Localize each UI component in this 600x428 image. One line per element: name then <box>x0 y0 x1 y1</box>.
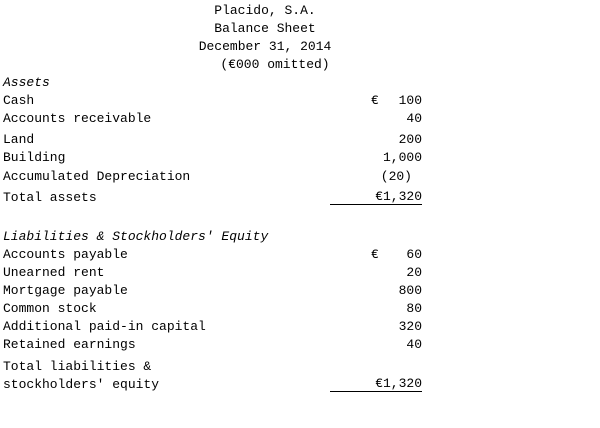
units-note: (€000 omitted) <box>220 57 330 72</box>
equity-label-retained: Retained earnings <box>3 337 136 352</box>
equity-amount-apic: 320 <box>398 319 422 334</box>
asset-amount-receivable: 40 <box>406 111 422 126</box>
equity-amount-common-stock: 80 <box>406 301 422 316</box>
statement-date: December 31, 2014 <box>198 39 332 54</box>
statement-title: Balance Sheet <box>214 21 316 36</box>
asset-amount-land: 200 <box>398 132 422 147</box>
liability-amount-unearned-rent: 20 <box>406 265 422 280</box>
total-liabilities-amount: €1,320 <box>330 376 422 392</box>
asset-currency-cash: € <box>371 93 379 108</box>
liability-amount-payable: 60 <box>406 247 422 262</box>
asset-amount-cash: 100 <box>398 93 422 108</box>
asset-label-depreciation: Accumulated Depreciation <box>3 169 191 184</box>
asset-amount-depreciation: (20) <box>380 169 412 184</box>
assets-heading: Assets <box>3 75 50 90</box>
liability-currency-payable: € <box>371 247 379 262</box>
asset-label-receivable: Accounts receivable <box>3 111 152 126</box>
asset-amount-building: 1,000 <box>382 150 422 165</box>
equity-label-apic: Additional paid-in capital <box>3 319 206 334</box>
asset-label-building: Building <box>3 150 66 165</box>
total-liabilities-label-line1: Total liabilities & <box>3 359 152 374</box>
company-name: Placido, S.A. <box>214 3 316 18</box>
liability-label-unearned-rent: Unearned rent <box>3 265 105 280</box>
equity-label-common-stock: Common stock <box>3 301 97 316</box>
equity-amount-retained: 40 <box>406 337 422 352</box>
liabilities-heading: Liabilities & Stockholders' Equity <box>3 229 269 244</box>
total-assets-label: Total assets <box>3 190 97 205</box>
liability-label-payable: Accounts payable <box>3 247 128 262</box>
liability-label-mortgage: Mortgage payable <box>3 283 128 298</box>
asset-label-land: Land <box>3 132 35 147</box>
asset-label-cash: Cash <box>3 93 35 108</box>
total-assets-amount: €1,320 <box>330 189 422 205</box>
liability-amount-mortgage: 800 <box>398 283 422 298</box>
total-liabilities-label-line2: stockholders' equity <box>3 377 160 392</box>
